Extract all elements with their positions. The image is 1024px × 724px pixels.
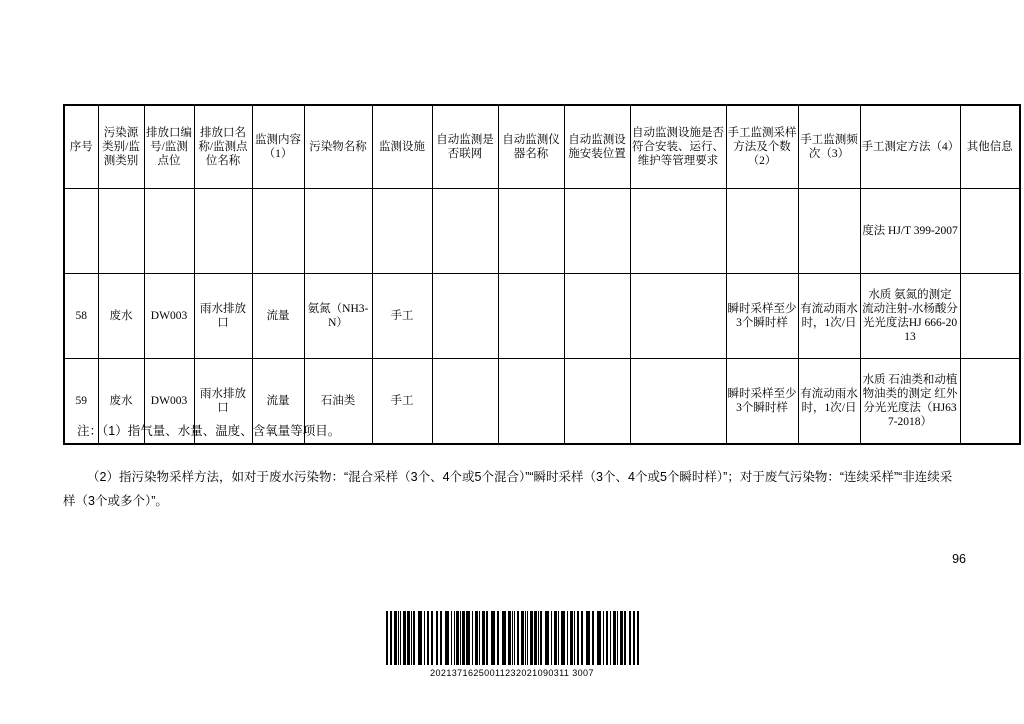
cell-seq: 58 <box>64 274 98 359</box>
note-line-2: （2）指污染物采样方法，如对于废水污染物：“混合采样（3个、4个或5个混合）”“瞬时采样（3个、4个或5个瞬时样）”；对于废气污染物：“连续采样”“非连续采样（3个或多个）”。 <box>63 469 953 508</box>
cell-determination-method: 度法 HJ/T 399-2007 <box>860 189 960 274</box>
cell-sampling-method <box>726 189 798 274</box>
cell-instrument <box>498 274 564 359</box>
column-header-determination-method: 手工测定方法（4） <box>860 105 960 189</box>
column-header-other: 其他信息 <box>960 105 1020 189</box>
column-header-networked: 自动监测是否联网 <box>432 105 498 189</box>
cell-sampling-method: 瞬时采样至少3个瞬时样 <box>726 359 798 445</box>
column-header-install-position: 自动监测设施安装位置 <box>564 105 630 189</box>
column-header-outlet-code: 排放口编号/监测点位 <box>144 105 194 189</box>
cell-install-position <box>564 189 630 274</box>
cell-facility: 手工 <box>372 359 432 445</box>
column-header-instrument: 自动监测仪器名称 <box>498 105 564 189</box>
cell-compliance <box>630 189 726 274</box>
cell-compliance <box>630 274 726 359</box>
monitoring-table <box>63 104 1021 445</box>
cell-determination-method: 水质 石油类和动植物油类的测定 红外分光光度法（HJ637-2018） <box>860 359 960 445</box>
cell-frequency <box>798 189 860 274</box>
column-header-source-type: 污染源类别/监测类别 <box>98 105 144 189</box>
column-header-seq: 序号 <box>64 105 98 189</box>
cell-outlet-name: 雨水排放口 <box>194 359 252 445</box>
cell-other <box>960 189 1020 274</box>
cell-pollutant: 氨氮（NH3-N） <box>304 274 372 359</box>
cell-monitor-content <box>252 189 304 274</box>
column-header-compliance: 自动监测设施是否符合安装、运行、维护等管理要求 <box>630 105 726 189</box>
column-header-facility: 监测设施 <box>372 105 432 189</box>
table-header-row <box>64 105 1020 189</box>
column-header-monitor-content: 监测内容（1） <box>252 105 304 189</box>
cell-pollutant: 石油类 <box>304 359 372 445</box>
cell-outlet-code: DW003 <box>144 274 194 359</box>
note-line-1: 注：（1）指气量、水量、温度、含氧量等项目。 <box>77 424 341 438</box>
cell-sampling-method: 瞬时采样至少3个瞬时样 <box>726 274 798 359</box>
cell-facility: 手工 <box>372 274 432 359</box>
column-header-pollutant: 污染物名称 <box>304 105 372 189</box>
cell-source-type: 废水 <box>98 274 144 359</box>
notes-section <box>63 420 963 513</box>
cell-source-type: 废水 <box>98 359 144 445</box>
cell-frequency: 有流动雨水时，1次/日 <box>798 359 860 445</box>
cell-determination-method: 水质 氨氮的测定 流动注射-水杨酸分光光度法HJ 666-2013 <box>860 274 960 359</box>
cell-outlet-name: 雨水排放口 <box>194 274 252 359</box>
cell-monitor-content: 流量 <box>252 359 304 445</box>
cell-other <box>960 359 1020 445</box>
column-header-frequency: 手工监测频次（3） <box>798 105 860 189</box>
table-row <box>64 274 1020 359</box>
cell-other <box>960 274 1020 359</box>
cell-monitor-content: 流量 <box>252 274 304 359</box>
cell-facility <box>372 189 432 274</box>
cell-install-position <box>564 274 630 359</box>
barcode-image <box>386 611 639 665</box>
barcode-area <box>0 598 1024 678</box>
cell-pollutant <box>304 189 372 274</box>
cell-seq: 59 <box>64 359 98 445</box>
page-number: 96 <box>952 552 966 566</box>
table-row <box>64 189 1020 274</box>
barcode-caption: 20213716250011232021090311 3007 <box>430 668 594 678</box>
cell-instrument <box>498 189 564 274</box>
cell-outlet-code: DW003 <box>144 359 194 445</box>
cell-source-type <box>98 189 144 274</box>
cell-networked <box>432 189 498 274</box>
cell-networked <box>432 274 498 359</box>
cell-outlet-code <box>144 189 194 274</box>
column-header-sampling-method: 手工监测采样方法及个数（2） <box>726 105 798 189</box>
cell-seq <box>64 189 98 274</box>
cell-frequency: 有流动雨水时，1次/日 <box>798 274 860 359</box>
cell-outlet-name <box>194 189 252 274</box>
column-header-outlet-name: 排放口名称/监测点位名称 <box>194 105 252 189</box>
